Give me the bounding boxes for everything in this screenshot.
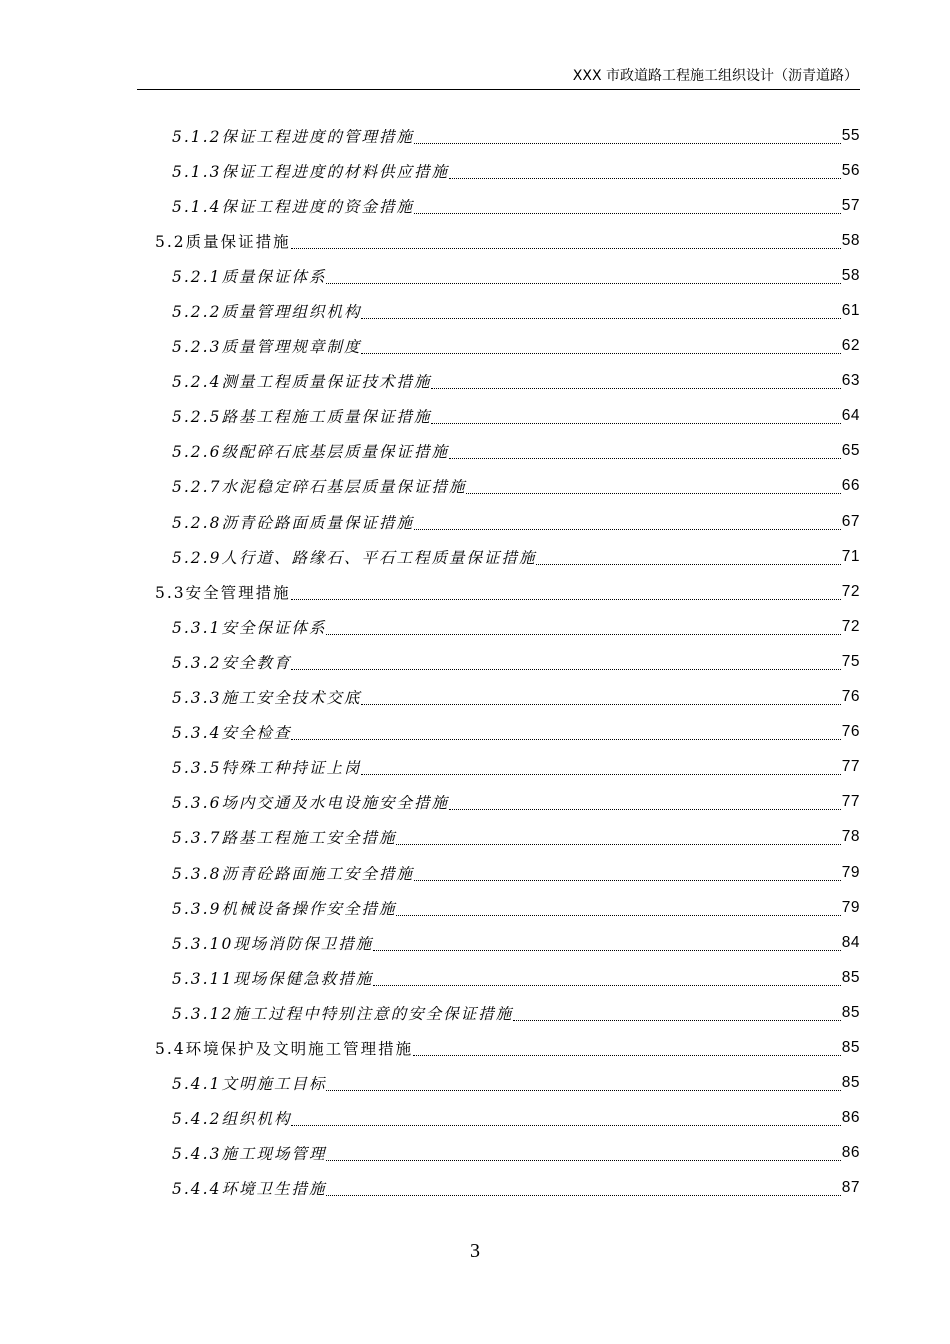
toc-dot-leader — [291, 235, 841, 249]
toc-entry-title[interactable]: 5.2.3质量管理规章制度 — [172, 338, 362, 357]
toc-entry-title[interactable]: 5.2.6级配碎石底基层质量保证措施 — [172, 443, 449, 462]
toc-entry-title[interactable]: 5.1.2保证工程进度的管理措施 — [172, 127, 414, 146]
toc-dot-leader — [326, 621, 840, 635]
toc-entry-title[interactable]: 5.1.4保证工程进度的资金措施 — [172, 197, 414, 216]
toc-entry-title[interactable]: 5.4.3施工现场管理 — [172, 1145, 327, 1164]
toc-entry-title[interactable]: 5.2.4测量工程质量保证技术措施 — [172, 373, 432, 392]
toc-dot-leader — [431, 410, 840, 424]
toc-entry-page[interactable]: 65 — [841, 442, 860, 460]
toc-entry-title[interactable]: 5.3.7路基工程施工安全措施 — [172, 829, 397, 848]
toc-entry[interactable] — [0, 188, 860, 223]
toc-entry-title[interactable]: 5.3.1安全保证体系 — [172, 618, 327, 637]
toc-dot-leader — [396, 831, 840, 845]
toc-entry-title[interactable]: 5.2.2质量管理组织机构 — [172, 303, 362, 322]
toc-dot-leader — [536, 551, 840, 565]
toc-entry-title[interactable]: 5.3.2安全教育 — [172, 653, 292, 672]
toc-dot-leader — [291, 726, 840, 740]
header-title: XXX 市政道路工程施工组织设计（沥青道路） — [572, 68, 858, 84]
toc-dot-leader — [326, 1182, 840, 1196]
toc-entry[interactable] — [0, 153, 860, 188]
toc-dot-leader — [361, 305, 840, 319]
toc-entry[interactable] — [0, 925, 860, 960]
toc-dot-leader — [361, 340, 840, 354]
toc-entry[interactable] — [0, 504, 860, 539]
toc-dot-leader — [326, 1077, 840, 1091]
toc-entry[interactable] — [0, 785, 860, 820]
toc-entry-page[interactable]: 77 — [841, 793, 860, 811]
toc-entry[interactable] — [0, 680, 860, 715]
toc-entry[interactable] — [0, 539, 860, 574]
toc-dot-leader — [291, 586, 841, 600]
toc-entry-page[interactable]: 67 — [841, 512, 860, 530]
toc-entry-title[interactable]: 5.3.5特殊工种持证上岗 — [172, 759, 362, 778]
toc-entry[interactable] — [0, 399, 860, 434]
toc-dot-leader — [449, 165, 841, 179]
toc-entry[interactable] — [0, 1136, 860, 1171]
toc-entry-page[interactable]: 86 — [841, 1109, 860, 1127]
toc-entry-page[interactable]: 87 — [841, 1179, 860, 1197]
toc-dot-leader — [431, 375, 840, 389]
toc-entry-page[interactable]: 85 — [841, 1038, 860, 1056]
toc-entry-title[interactable]: 5.3安全管理措施 — [155, 583, 291, 602]
toc-entry-title[interactable]: 5.2.5路基工程施工质量保证措施 — [172, 408, 432, 427]
toc-entry-page[interactable]: 85 — [841, 1003, 860, 1021]
toc-entry-page[interactable]: 75 — [841, 652, 860, 670]
toc-entry-page[interactable]: 55 — [841, 126, 860, 144]
toc-entry-page[interactable]: 85 — [841, 1074, 860, 1092]
toc-entry[interactable] — [0, 855, 860, 890]
toc-entry[interactable] — [0, 890, 860, 925]
toc-entry[interactable] — [0, 1171, 860, 1206]
toc-dot-leader — [449, 796, 841, 810]
toc-entry-page[interactable]: 71 — [841, 547, 860, 565]
toc-entry-title[interactable]: 5.2.7水泥稳定碎石基层质量保证措施 — [172, 478, 467, 497]
toc-entry[interactable] — [0, 750, 860, 785]
toc-entry-page[interactable]: 78 — [841, 828, 860, 846]
toc-entry-page[interactable]: 72 — [841, 582, 860, 600]
toc-entry-title[interactable]: 5.3.9机械设备操作安全措施 — [172, 899, 397, 918]
toc-dot-leader — [449, 445, 841, 459]
toc-entry[interactable] — [0, 1101, 860, 1136]
toc-entry[interactable] — [0, 364, 860, 399]
toc-dot-leader — [396, 902, 840, 916]
toc-entry[interactable] — [0, 329, 860, 364]
toc-entry-title[interactable]: 5.1.3保证工程进度的材料供应措施 — [172, 162, 449, 181]
toc-dot-leader — [413, 1042, 841, 1056]
toc-dot-leader — [326, 1147, 840, 1161]
toc-entry[interactable] — [0, 118, 860, 153]
toc-entry-title[interactable]: 5.2.8沥青砼路面质量保证措施 — [172, 513, 414, 532]
toc-entry[interactable] — [0, 644, 860, 679]
toc-entry-title[interactable]: 5.3.6场内交通及水电设施安全措施 — [172, 794, 449, 813]
toc-entry-title[interactable]: 5.4.1文明施工目标 — [172, 1075, 327, 1094]
toc-dot-leader — [414, 200, 841, 214]
toc-entry-title[interactable]: 5.3.12施工过程中特别注意的安全保证措施 — [172, 1004, 514, 1023]
toc-entry-page[interactable]: 57 — [841, 196, 860, 214]
toc-dot-leader — [361, 691, 840, 705]
toc-entry-page[interactable]: 72 — [841, 617, 860, 635]
toc-entry[interactable] — [0, 574, 860, 609]
toc-entry-page[interactable]: 76 — [841, 723, 860, 741]
toc-dot-leader — [513, 1007, 840, 1021]
toc-entry-page[interactable]: 66 — [841, 477, 860, 495]
table-of-contents — [0, 118, 950, 1206]
toc-dot-leader — [373, 937, 840, 951]
toc-entry-page[interactable]: 79 — [841, 863, 860, 881]
toc-entry-page[interactable]: 63 — [841, 372, 860, 390]
toc-entry-page[interactable]: 61 — [841, 302, 860, 320]
page-number: 3 — [470, 1240, 480, 1262]
toc-entry-title[interactable]: 5.3.8沥青砼路面施工安全措施 — [172, 864, 414, 883]
toc-entry-page[interactable]: 56 — [841, 161, 860, 179]
toc-entry-title[interactable]: 5.2.1质量保证体系 — [172, 267, 327, 286]
toc-entry-title[interactable]: 5.2.9人行道、路缘石、平石工程质量保证措施 — [172, 548, 537, 567]
toc-entry-page[interactable]: 64 — [841, 407, 860, 425]
toc-entry-title[interactable]: 5.3.10现场消防保卫措施 — [172, 934, 374, 953]
toc-entry[interactable] — [0, 1066, 860, 1101]
toc-entry[interactable] — [0, 293, 860, 328]
toc-entry-page[interactable]: 84 — [841, 933, 860, 951]
page-header — [137, 67, 860, 90]
toc-dot-leader — [414, 867, 841, 881]
toc-entry-page[interactable]: 62 — [841, 337, 860, 355]
toc-entry-page[interactable]: 58 — [841, 266, 860, 284]
toc-entry-page[interactable]: 79 — [841, 898, 860, 916]
toc-entry[interactable] — [0, 609, 860, 644]
toc-entry[interactable] — [0, 469, 860, 504]
toc-entry-page[interactable]: 58 — [841, 231, 860, 249]
toc-dot-leader — [291, 1112, 840, 1126]
toc-entry[interactable] — [0, 434, 860, 469]
toc-entry[interactable] — [0, 820, 860, 855]
toc-dot-leader — [373, 972, 840, 986]
toc-entry-page[interactable]: 77 — [841, 758, 860, 776]
toc-entry[interactable] — [0, 1030, 860, 1065]
toc-entry-title[interactable]: 5.3.3施工安全技术交底 — [172, 689, 362, 708]
toc-entry[interactable] — [0, 258, 860, 293]
toc-dot-leader — [466, 480, 840, 494]
toc-entry-title[interactable]: 5.4.2组织机构 — [172, 1110, 292, 1129]
toc-entry[interactable] — [0, 995, 860, 1030]
toc-dot-leader — [361, 761, 840, 775]
toc-entry[interactable] — [0, 715, 860, 750]
toc-entry-title[interactable]: 5.3.11现场保健急救措施 — [172, 969, 374, 988]
toc-entry[interactable] — [0, 960, 860, 995]
toc-dot-leader — [414, 516, 841, 530]
toc-entry-title[interactable]: 5.4环境保护及文明施工管理措施 — [155, 1039, 414, 1058]
toc-entry-title[interactable]: 5.3.4安全检查 — [172, 724, 292, 743]
toc-entry-page[interactable]: 76 — [841, 688, 860, 706]
toc-entry-title[interactable]: 5.4.4环境卫生措施 — [172, 1180, 327, 1199]
toc-dot-leader — [291, 656, 840, 670]
toc-entry[interactable] — [0, 223, 860, 258]
toc-entry-page[interactable]: 85 — [841, 968, 860, 986]
toc-dot-leader — [414, 130, 841, 144]
toc-dot-leader — [326, 270, 840, 284]
toc-entry-page[interactable]: 86 — [841, 1144, 860, 1162]
toc-entry-title[interactable]: 5.2质量保证措施 — [155, 232, 291, 251]
